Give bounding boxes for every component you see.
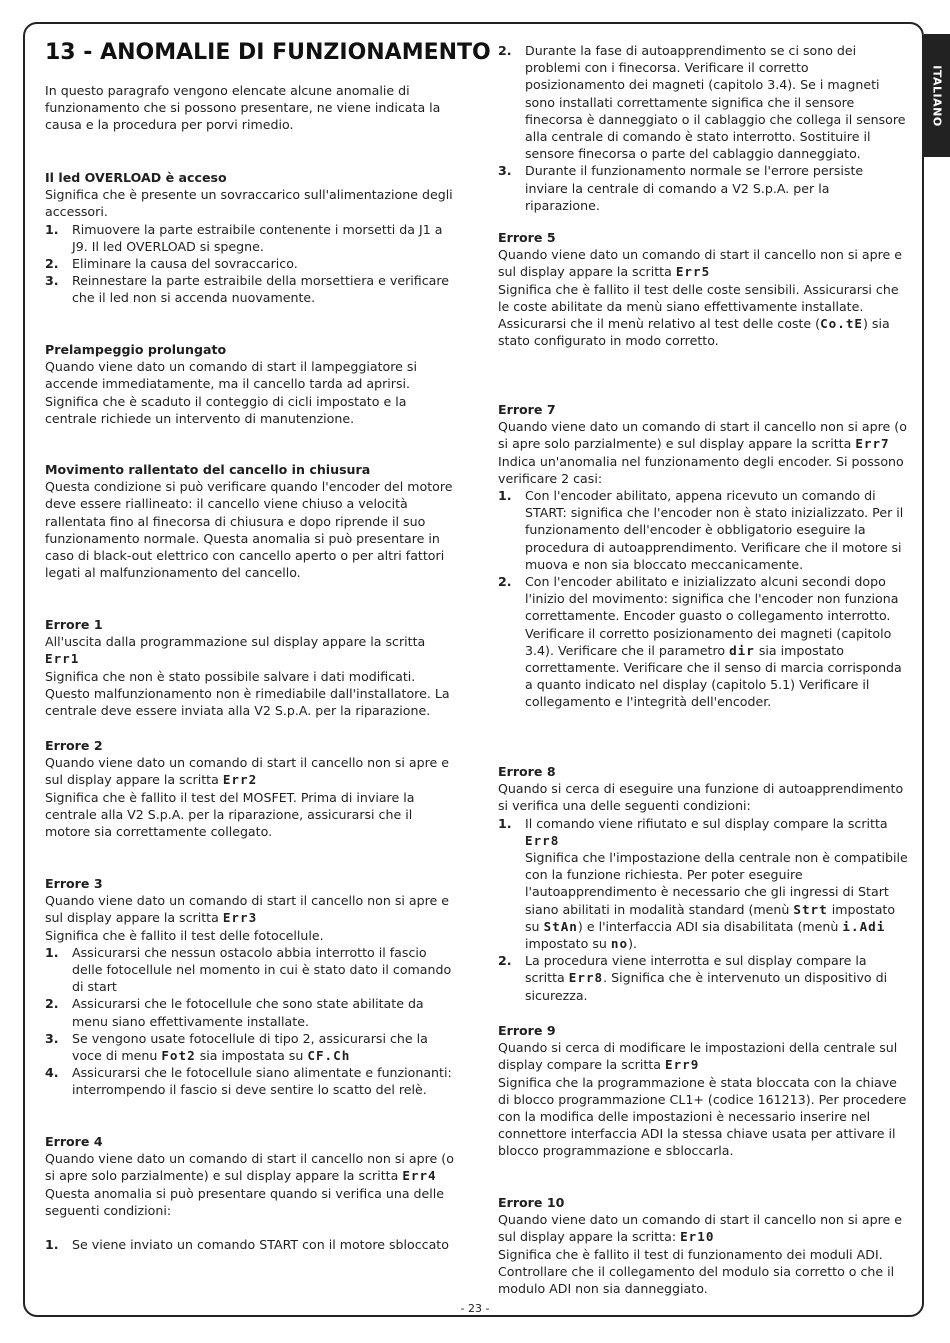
section-errore-3: Errore 3 Quando viene dato un comando di start il cancello non si apre e sul display appare la scritta Err3 Significa che è fallito il test delle fotocellule. 1. Assicurarsi che nessun ostacolo abbia interrotto il fascio delle fotocellule nel momento in cui è stato dato il comando di start 2. Assicurarsi che le fotocellule che sono state abilitate da menu siano effettivamente installate. 3. Se vengono usate fotocellule di tipo 2, assicurarsi che la voce di menu Fot2 sia impostata su CF.Ch 4. Assicurarsi che le fotocellule siano alimentate e funzionanti: interrompendo il fascio si deve sentire lo scatto del relè. — [45, 875, 455, 1099]
section-title: Prelampeggio prolungato — [45, 342, 227, 357]
display-code: i.Adi — [842, 918, 886, 934]
display-code: Err2 — [222, 772, 258, 788]
list-item: 1. Il comando viene rifiutato e sul display compare la scritta Err8 Significa che l'impostazione della centrale non è compatibile con la funzione richiesta. Per poter eseguire l'autoapprendimento è necessario che gli ingressi di Start siano abilitati in modalità standard (menù Strt impostato su StAn) e l'interfaccia ADI sia disabilitata (menù i.Adi impostato su no). — [498, 815, 908, 952]
section-errore-5: Errore 5 Quando viene dato un comando di start il cancello non si apre e sul display appare la scritta Err5 Significa che è fallito il test delle coste sensibili. Assicurarsi che le coste abilitate da menù siano effettivamente installate. Assicurarsi che il menù relativo al test delle coste (Co.tE) sia stato configurato in modo corretto. — [498, 229, 908, 349]
section-title: Errore 1 — [45, 617, 103, 632]
list-item: 2. La procedura viene interrotta e sul display compare la scritta Err8. Significa che è intervenuto un dispositivo di sicurezza. — [498, 953, 888, 1003]
display-code: Err4 — [402, 1168, 437, 1184]
list-item: 1. Rimuovere la parte estraibile contenente i morsetti da J1 a J9. Il led OVERLOAD si spegne. — [45, 221, 443, 254]
display-code: Err7 — [855, 436, 890, 452]
section-title: Errore 10 — [498, 1195, 565, 1210]
page-title: 13 - ANOMALIE DI FUNZIONAMENTO — [45, 40, 491, 65]
section-title: Il led OVERLOAD è acceso — [45, 170, 227, 185]
display-code: Fot2 — [161, 1048, 196, 1064]
section-title: Movimento rallentato del cancello in chiusura — [45, 462, 371, 477]
list-item: 1. Assicurarsi che nessun ostacolo abbia interrotto il fascio delle fotocellule nel momento in cui è stato dato il comando di start — [45, 944, 452, 995]
section-title: Errore 3 — [45, 876, 103, 891]
display-code: Err1 — [45, 651, 80, 667]
display-code: Err8 — [525, 832, 560, 848]
section-title: Errore 4 — [45, 1134, 103, 1149]
section-title: Errore 8 — [498, 764, 556, 779]
section-title: Errore 7 — [498, 402, 556, 417]
errore-4-continued — [498, 42, 908, 214]
display-code: StAn — [543, 918, 578, 934]
section-errore-10: Errore 10 Quando viene dato un comando di start il cancello non si apre e sul display appare la scritta: Er10 Significa che è fallito il test di funzionamento dei moduli ADI. Controllare che il collegamento del modulo sia corretto o che il modulo ADI non sia danneggiato. — [498, 1194, 908, 1297]
section-errore-2: Errore 2 Quando viene dato un comando di start il cancello non si apre e sul display appare la scritta Err2 Significa che è fallito il test del MOSFET. Prima di inviare la centrale alla V2 S.p.A. per la riparazione, assicurarsi che il motore sia correttamente collegato. — [45, 737, 455, 840]
display-code: Strt — [793, 901, 828, 917]
list-item: 3. Se vengono usate fotocellule di tipo 2, assicurarsi che la voce di menu Fot2 sia impostata su CF.Ch — [45, 1030, 428, 1064]
list-item: 2. Eliminare la causa del sovraccarico. — [45, 256, 298, 272]
section-overload: Il led OVERLOAD è acceso Significa che è presente un sovraccarico sull'alimentazione degli accessori. 1. Rimuovere la parte estraibile contenente i morsetti da J1 a J9. Il led OVERLOAD si spegne. 2. Eliminare la causa del sovraccarico. 3. Reinnestare la parte estraibile della morsettiera e verificare che il led non si accenda nuovamente. — [45, 169, 455, 307]
section-errore-8: Errore 8 Quando si cerca di eseguire una funzione di autoapprendimento si verifica una delle seguenti condizioni: 1. Il comando viene rifiutato e sul display compare la scritta Err8 Significa che l'impostazione della centrale non è compatibile con la funzione richiesta. Per poter eseguire l'autoapprendimento è necessario che gli ingressi di Start siano abilitati in modalità standard (menù Strt impostato su StAn) e l'interfaccia ADI sia disabilitata (menù i.Adi impostato su no). 2. La procedura viene interrotta e sul display compare la scritta Err8. Significa che è intervenuto un dispositivo di sicurezza. — [498, 764, 908, 1003]
section-movimento: Movimento rallentato del cancello in chiusura Questa condizione si può verificare quando l'encoder del motore deve essere riallineato: il cancello viene chiuso a velocità rallentata fino al finecorsa di chiusura e dopo riprende il suo funzionamento normale. Questa anomalia si può presentare in caso di black-out elettrico con cancello aperto o per altri fattori legati al malfunzionamento del cancello. — [45, 461, 455, 581]
display-code: no — [610, 936, 629, 952]
display-code: Er10 — [680, 1229, 715, 1245]
section-errore-7: Errore 7 Quando viene dato un comando di start il cancello non si apre (o si apre solo parzialmente) e sul display appare la scritta Err7 Indica un'anomalia nel funzionamento degli encoder. Si possono verificare 2 casi: 1. Con l'encoder abilitato, appena ricevuto un comando di START: significa che l'encoder non è stato inizializzato. Per il funzionamento dell'encoder è obbligatorio eseguire la procedura di autoapprendimento. Verificare che il motore si muova e non sia bloccato meccanicamente. 2. Con l'encoder abilitato e inizializzato alcuni secondi dopo l'inizio del movimento: significa che l'encoder non funziona correttamente. Encoder guasto o collegamento interrotto. Verificare il corretto posizionamento dei magneti (capitolo 3.4). Verificare che il parametro dir sia impostato correttamente. Verificare che il senso di marcia corrisponda a quanto indicato nel display (capitolo 5.1) Verificare il collegamento e l'integrità dell'encoder. — [498, 402, 907, 710]
list-item: 2. Assicurarsi che le fotocellule che sono state abilitate da menu siano effettivamente installate. — [45, 996, 424, 1029]
display-code: dir — [729, 642, 755, 658]
section-title: Errore 2 — [45, 738, 103, 753]
display-code: Err9 — [664, 1057, 700, 1073]
section-errore-4: Errore 4 Quando viene dato un comando di start il cancello non si apre (o si apre solo parzialmente) e sul display appare la scritta Err4 Questa anomalia si può presentare quando si verifica una delle seguenti condizioni: 1. Se viene inviato un comando START con il motore sbloccato — [45, 1134, 454, 1253]
list-item: 2. Durante la fase di autoapprendimento se ci sono dei problemi con i finecorsa. Verificare il corretto posizionamento dei magneti (capitolo 3.4). Se i magneti sono installati correttamente significa che il sensore finecorsa è danneggiato o il cablaggio che collega il sensore alla centrale di comando è stato interrotto. Sostituire il sensore finecorsa o parte del cablaggio danneggiato. — [498, 43, 906, 162]
section-title: Errore 5 — [498, 230, 556, 245]
list-item: 1. Con l'encoder abilitato, appena ricevuto un comando di START: significa che l'encoder non è stato inizializzato. Per il funzionamento dell'encoder è obbligatorio eseguire la procedura di autoapprendimento. Verificare che il motore si muova e non sia bloccato meccanicamente. — [498, 488, 904, 572]
display-code: Co.tE — [820, 316, 863, 332]
list-item: 4. Assicurarsi che le fotocellule siano alimentate e funzionanti: interrompendo il fascio si deve sentire lo scatto del relè. — [45, 1065, 452, 1098]
display-code: Err3 — [222, 910, 258, 926]
display-code: Err5 — [675, 264, 711, 280]
list-item: 3. Reinnestare la parte estraibile della morsettiera e verificare che il led non si accenda nuovamente. — [45, 273, 449, 306]
list-item: 2. Con l'encoder abilitato e inizializzato alcuni secondi dopo l'inizio del movimento: significa che l'encoder non funziona correttamente. Encoder guasto o collegamento interrotto. Verificare il corretto posizionamento dei magneti (capitolo 3.4). Verificare che il parametro dir sia impostato correttamente. Verificare che il senso di marcia corrisponda a quanto indicato nel display (capitolo 5.1) Verificare il collegamento e l'integrità dell'encoder. — [498, 574, 902, 710]
language-tab: ITALIANO — [924, 34, 950, 157]
list-item: 1. Se viene inviato un comando START con il motore sbloccato — [45, 1237, 449, 1253]
display-code: CF.Ch — [307, 1048, 351, 1064]
display-code: Err8 — [568, 970, 604, 986]
page-number: - 23 - — [460, 1302, 490, 1315]
list-item: 3. Durante il funzionamento normale se l'errore persiste inviare la centrale di comando a V2 S.p.A. per la riparazione. — [498, 163, 864, 213]
section-errore-1: Errore 1 All'uscita dalla programmazione sul display appare la scritta Err1 Significa che non è stato possibile salvare i dati modificati. Questo malfunzionamento non è rimediabile dall'installatore. La centrale deve essere inviata alla V2 S.p.A. per la riparazione. — [45, 616, 455, 719]
section-errore-9: Errore 9 Quando si cerca di modificare le impostazioni della centrale sul display compare la scritta Err9 Significa che la programmazione è stata bloccata con la chiave di blocco programmazione CL1+ (codice 161213). Per procedere con la modifica delle impostazioni è necessario inserire nel connettore interfaccia ADI la stessa chiave usata per attivare il blocco programmazione e sbloccarla. — [498, 1023, 907, 1159]
section-title: Errore 9 — [498, 1023, 556, 1038]
section-prelampeggio: Prelampeggio prolungato Quando viene dato un comando di start il lampeggiatore si accende immediatamente, ma il cancello tarda ad aprirsi. Significa che è scaduto il conteggio di cicli impostato e la centrale richiede un intervento di manutenzione. — [45, 341, 455, 427]
intro-paragraph: In questo paragrafo vengono elencate alcune anomalie di funzionamento che si possono presentare, ne viene indicata la causa e la procedura per porvi rimedio. — [45, 83, 441, 133]
